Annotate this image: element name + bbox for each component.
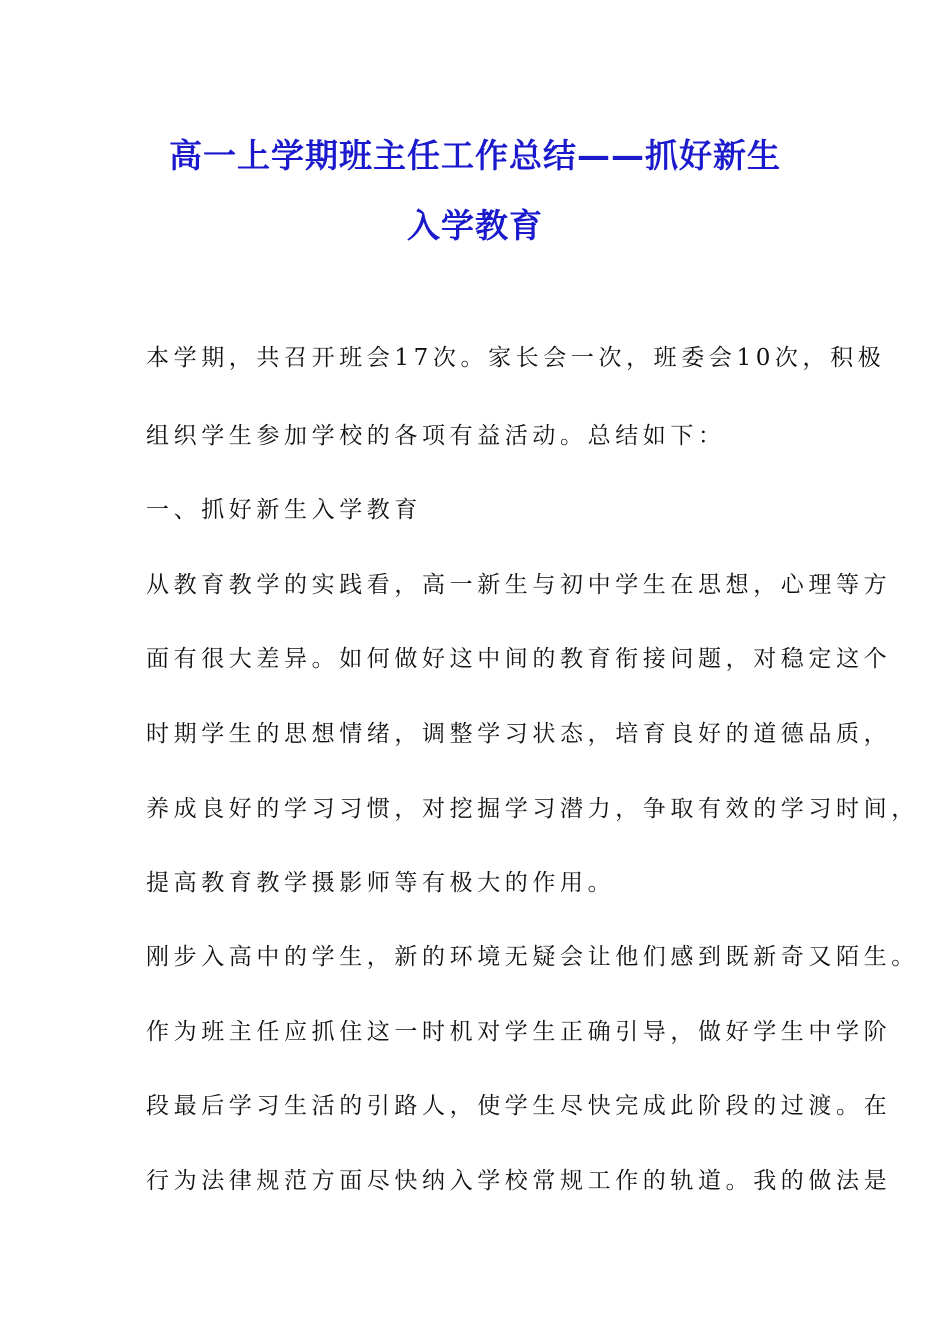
body-line-2: 组织学生参加学校的各项有益活动。总结如下： [146, 423, 726, 449]
document-title-line-1: 高一上学期班主任工作总结——抓好新生 [169, 136, 781, 175]
body-line-12: 行为法律规范方面尽快纳入学校常规工作的轨道。我的做法是 [146, 1168, 892, 1194]
body-line-1: 本学期，共召开班会17次。家长会一次，班委会10次，积极 [146, 345, 886, 371]
body-line-11: 段最后学习生活的引路人，使学生尽快完成此阶段的过渡。在 [146, 1093, 892, 1119]
body-line-8: 提高教育教学摄影师等有极大的作用。 [146, 870, 616, 896]
document-title-line-2: 入学教育 [407, 206, 543, 245]
section-heading: 一、抓好新生入学教育 [146, 497, 422, 523]
body-line-4: 从教育教学的实践看，高一新生与初中学生在思想，心理等方 [146, 572, 892, 598]
body-line-7: 养成良好的学习习惯，对挖掘学习潜力，争取有效的学习时间， [146, 796, 919, 822]
body-line-6: 时期学生的思想情绪，调整学习状态，培育良好的道德品质， [146, 721, 892, 747]
body-line-10: 作为班主任应抓住这一时机对学生正确引导，做好学生中学阶 [146, 1019, 892, 1045]
body-line-9: 刚步入高中的学生，新的环境无疑会让他们感到既新奇又陌生。 [146, 944, 919, 970]
body-line-5: 面有很大差异。如何做好这中间的教育衔接问题，对稳定这个 [146, 646, 892, 672]
